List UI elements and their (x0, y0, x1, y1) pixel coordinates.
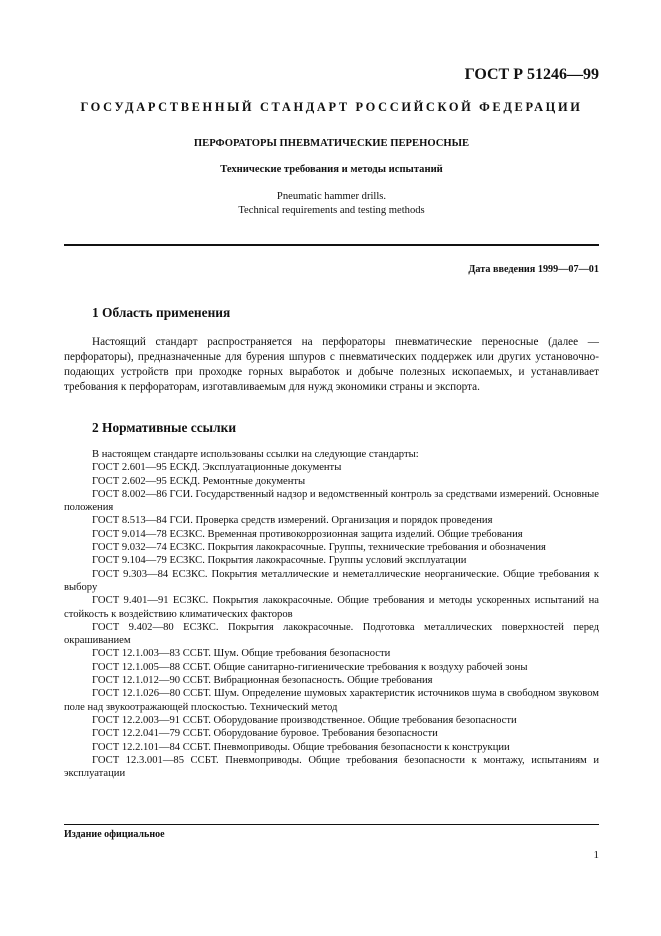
document-subtitle: Технические требования и методы испытаний (220, 164, 443, 175)
reference-item: ГОСТ 12.1.005—88 ССБТ. Общие санитарно-гигиенические требования к воздуху рабочей зоны (92, 661, 528, 673)
footer-divider (64, 824, 599, 825)
reference-item: ГОСТ 9.303—84 ЕСЗКС. Покрытия металлические и неметаллические неорганические. Общие требования к выбору (64, 568, 599, 593)
reference-item: ГОСТ 9.014—78 ЕСЗКС. Временная противокоррозионная защита изделий. Общие требования (92, 528, 523, 540)
standard-code: ГОСТ Р 51246—99 (464, 66, 599, 83)
reference-item: ГОСТ 12.2.101—84 ССБТ. Пневмоприводы. Общие требования безопасности к конструкции (92, 741, 510, 753)
page-number: 1 (593, 849, 599, 861)
state-standard-banner: ГОСУДАРСТВЕННЫЙ СТАНДАРТ РОССИЙСКОЙ ФЕДЕРАЦИИ (80, 100, 583, 114)
reference-item: ГОСТ 8.513—84 ГСИ. Проверка средств измерений. Организация и порядок проведения (92, 515, 493, 527)
official-edition-label: Издание официальное (64, 829, 165, 840)
references-intro: В настоящем стандарте использованы ссылки на следующие стандарты: (92, 449, 419, 460)
english-title-line-1: Pneumatic hammer drills. (276, 191, 387, 202)
reference-item: ГОСТ 12.3.001—85 ССБТ. Пневмоприводы. Общие требования безопасности к монтажу, испытаниям и эксплуатации (64, 754, 599, 780)
reference-item: ГОСТ 12.1.026—80 ССБТ. Шум. Определение шумовых характеристик источников шума в свободном звуковом поле над звукоотражающей плоскостью. Технический метод (64, 688, 599, 713)
reference-item: ГОСТ 12.2.041—79 ССБТ. Оборудование буровое. Требования безопасности (92, 728, 438, 740)
reference-item: ГОСТ 9.032—74 ЕСЗКС. Покрытия лакокрасочные. Группы, технические требования и обозначения (92, 542, 546, 554)
english-title-line-2: Technical requirements and testing methods (238, 205, 425, 216)
section-2-heading: 2 Нормативные ссылки (92, 420, 237, 435)
reference-item: ГОСТ 2.602—95 ЕСКД. Ремонтные документы (92, 475, 306, 487)
english-title (64, 190, 599, 218)
reference-item: ГОСТ 8.002—86 ГСИ. Государственный надзор и ведомственный контроль за средствами измерений. Основные положения (64, 488, 599, 514)
reference-item: ГОСТ 2.601—95 ЕСКД. Эксплуатационные документы (92, 462, 342, 474)
reference-item: ГОСТ 9.402—80 ЕСЗКС. Покрытия лакокрасочные. Подготовка металлических поверхностей перед окрашиванием (64, 621, 599, 647)
section-1-paragraph: Настоящий стандарт распространяется на перфораторы пневматические переносные (далее — перфораторы), предназначенные для бурения шпуров с пневматических поддержек или других установочно-подающих устройств при проходке горных выработок и добыче полезных ископаемых, и устанавливает требования к перфораторам, изготавливаемым для нужд экономики страны и экспорта. (64, 336, 599, 393)
section-1-heading: 1 Область применения (92, 305, 231, 320)
document-title: ПЕРФОРАТОРЫ ПНЕВМАТИЧЕСКИЕ ПЕРЕНОСНЫЕ (193, 138, 470, 149)
reference-item: ГОСТ 12.1.012—90 ССБТ. Вибрационная безопасность. Общие требования (92, 675, 433, 687)
reference-item: ГОСТ 9.104—79 ЕСЗКС. Покрытия лакокрасочные. Группы условий эксплуатации (92, 555, 467, 567)
header-divider (64, 244, 599, 246)
reference-item: ГОСТ 12.1.003—83 ССБТ. Шум. Общие требования безопасности (92, 648, 391, 660)
normative-references-list (64, 448, 599, 780)
reference-item: ГОСТ 12.2.003—91 ССБТ. Оборудование производственное. Общие требования безопасности (92, 714, 517, 726)
introduction-date: Дата введения 1999—07—01 (468, 264, 599, 275)
reference-item: ГОСТ 9.401—91 ЕСЗКС. Покрытия лакокрасочные. Общие требования и методы ускоренных испытаний на стойкость к воздействию климатических факторов (64, 595, 599, 620)
